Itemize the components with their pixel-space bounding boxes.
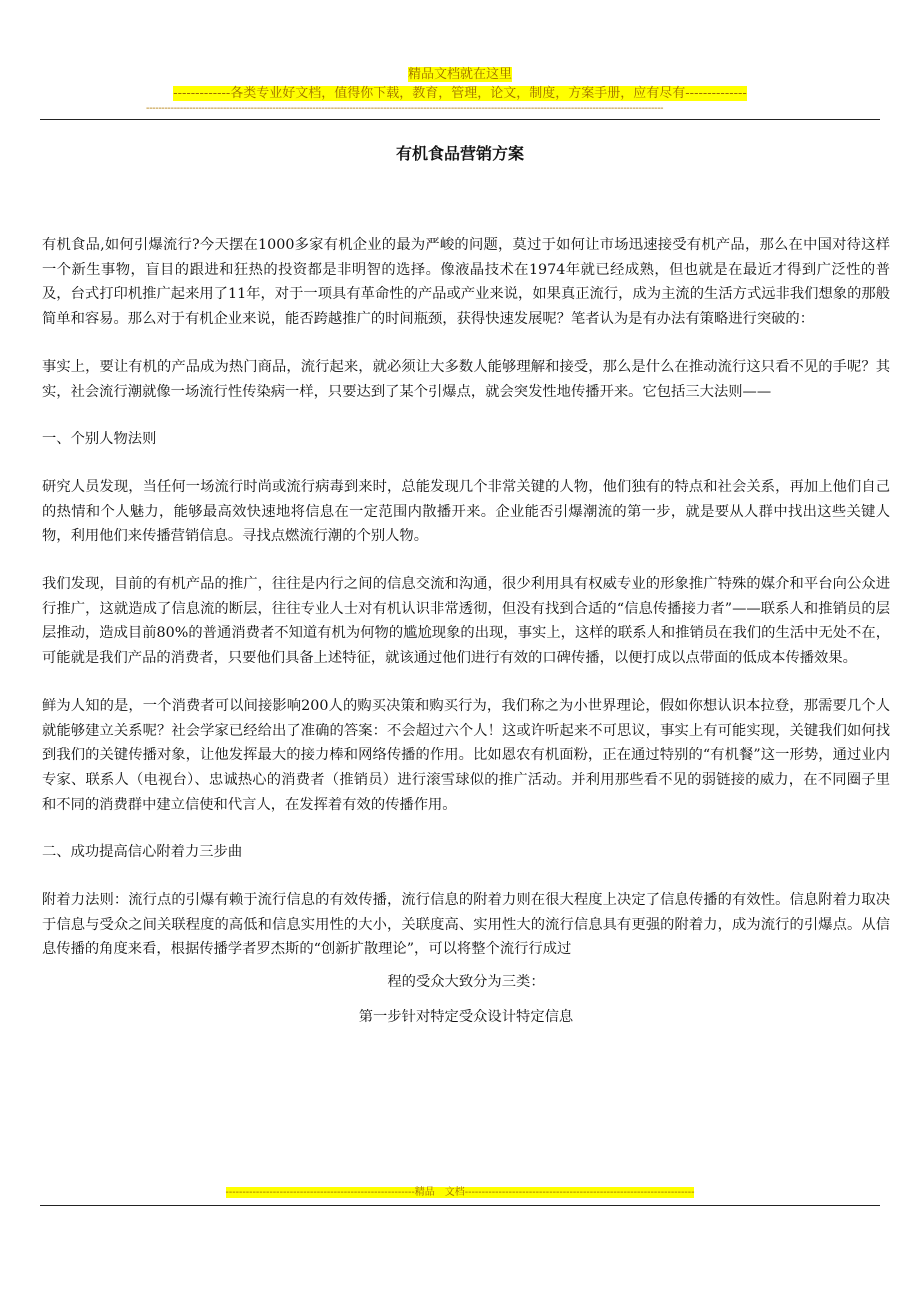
header-slogan (0, 66, 920, 83)
document-title: 有机食品营销方案 (395, 144, 524, 163)
section-heading: 二、成功提高信心附着力三步曲 (42, 844, 243, 861)
paragraph: 研究人员发现，当任何一场流行时尚或流行病毒到来时，总能发现几个非常关键的人物，他们独有的特点和社会关系，再加上他们自己的热情和个人魅力，能够最高效快速地将信息在一定范围内散播开来。企业能否引爆潮流的第一步，就是要从人群中找出这些关键人物，利用他们来传播营销信息。寻找点燃流行潮的个别人物。 (42, 478, 890, 545)
header-slogan-text: 精品文档就在这里 (407, 67, 512, 82)
centered-line: 第一步针对特定受众设计特定信息 (358, 1008, 574, 1025)
header-tagline (0, 85, 920, 102)
section-heading: 一、个别人物法则 (42, 431, 157, 448)
paragraph: 有机食品,如何引爆流行?今天摆在1000多家有机企业的最为严峻的问题，莫过于如何让市场迅速接受有机产品，那么在中国对待这样一个新生事物，盲目的跟进和狂热的投资都是非明智的选择。像液晶技术在1974年就已经成熟，但也就是在最近才得到广泛性的普及，台式打印机推广起来用了11年，对于一项具有革命性的产品或产业来说，如果真正流行，成为主流的生活方式远非我们想象的那般简单和容易。那么对于有机企业来说，能否跨越推广的时间瓶颈，获得快速发展呢？笔者认为是有办法有策略进行突破的： (42, 237, 890, 328)
paragraph: 鲜为人知的是，一个消费者可以间接影响200人的购买决策和购买行为，我们称之为小世界理论，假如你想认识本拉登，那需要几个人就能够建立关系呢？社会学家已经给出了准确的答案：不会超过六个人！这或许听起来不可思议，事实上有可能实现，关键我们如何找到我们的关键传播对象，让他发挥最大的接力棒和网络传播的作用。比如恩农有机面粉，正在通过特别的“有机餐”这一形势，通过业内专家、联系人（电视台）、忠诚热心的消费者（推销员）进行滚雪球似的推广活动。并利用那些看不见的弱链接的威力，在不同圈子里和不同的消费群中建立信使和代言人，在发挥着有效的传播作用。 (42, 697, 890, 813)
paragraph: 附着力法则：流行点的引爆有赖于流行信息的有效传播，流行信息的附着力则在很大程度上决定了信息传播的有效性。信息附着力取决于信息与受众之间关联程度的高低和信息实用性的大小，关联度高、实用性大的流行信息具有更强的附着力，成为流行的引爆点。从信息传播的角度来看，根据传播学者罗杰斯的“创新扩散理论”，可以将整个流行行成过 (42, 892, 890, 958)
header-divider (40, 119, 880, 120)
paragraph: 我们发现，目前的有机产品的推广，往往是内行之间的信息交流和沟通，很少利用具有权威专业的形象推广特殊的媒介和平台向公众进行推广，这就造成了信息流的断层，往往专业人士对有机认识非常透彻，但没有找到合适的“信息传播接力者”——联系人和推销员的层层推动，造成目前80%的普通消费者不知道有机为何物的尴尬现象的出现，事实上，这样的联系人和推销员在我们的生活中无处不在，可能就是我们产品的消费者，只要他们具备上述特征，就该通过他们进行有效的口碑传播，以便打成以点带面的低成本传播效果。 (42, 576, 890, 667)
footer-banner (0, 1186, 920, 1200)
document-body (42, 233, 890, 1053)
header-tagline-text: -------------各类专业好文档，值得你下载，教育，管理，论文，制度，方案手册，应有尽有-------------- (173, 86, 747, 101)
footer-divider (40, 1205, 880, 1206)
centered-line: 程的受众大致分为三类： (387, 974, 545, 991)
header-dash-line: ------------------------------------------------------------------------------------------------------------------------------------------------------------------------ (146, 103, 664, 114)
footer-banner-text: --------------------------------------------------------精品 文档-------------------------------------------------------------------- (225, 1187, 695, 1198)
paragraph: 事实上，要让有机的产品成为热门商品，流行起来，就必须让大多数人能够理解和接受，那么是什么在推动流行这只看不见的手呢？其实，社会流行潮就像一场流行性传染病一样，只要达到了某个引爆点，就会突发性地传播开来。它包括三大法则—— (42, 358, 890, 400)
